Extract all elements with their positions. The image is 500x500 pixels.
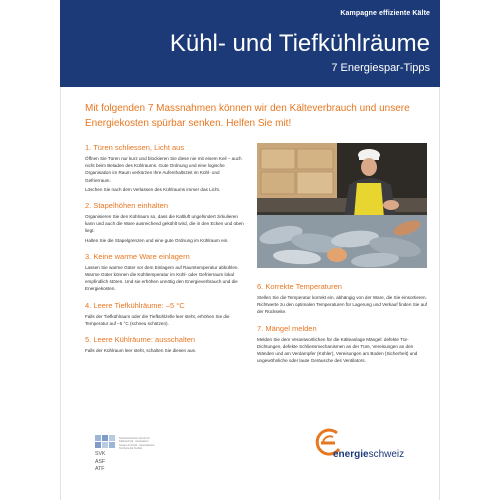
tip-title: 6. Korrekte Temperaturen (257, 282, 342, 291)
energieschweiz-logo (311, 427, 431, 467)
campaign-label: Kampagne effiziente Kälte (340, 10, 430, 17)
tip-title: 2. Stapelhöhen einhalten (85, 201, 168, 211)
tip-7 (257, 324, 427, 365)
page-subtitle: 7 Energiespar-Tipps (331, 62, 430, 74)
tip-4 (85, 301, 245, 327)
asf-line: ASF (95, 458, 106, 465)
svk-line: SVK (95, 451, 106, 457)
tip-text: Halten Sie die Stapelgrenzen und eine gute Ordnung im Kühlraum ein. (85, 237, 229, 243)
tip-title: 1. Türen schliessen, Licht aus (85, 143, 185, 152)
tip-5 (85, 335, 245, 354)
content-area (60, 87, 440, 500)
tip-text: Falls der Kühlraum leer steht, schalten Sie diesen aus. (85, 348, 197, 354)
svk-logo (95, 435, 155, 483)
tip-title: 5. Leere Kühlräume: ausschalten (85, 335, 196, 345)
tip-title: 7. Mängel melden (257, 323, 317, 333)
snowflake-grid-icon (95, 435, 117, 451)
tip-text: Löschen Sie nach dem Verlassen des Kühlraums immer das Licht. (85, 186, 221, 192)
tip-text: Melden Sie dem Verantwortlichen für die Kälteanlage Mängel: defekte Tür-Dichtungen, defekte Schliessmechanismen an der Türe, Vereisungen an den Wänden und am Verdampfer (Kühler), Vereisungen am Boden (Sicherheit) und ungewöhnliche oder laute Geräusche des Ventilators. (257, 336, 418, 364)
tip-3 (85, 252, 245, 293)
tip-text: Organisieren Sie den Kühlraum so, dass die Kaltluft ungehindert zirkulieren kann und auch die Ware ausreichend gekühlt wird, die in den Ecken und oben liegt. (85, 214, 244, 234)
page-title: Kühl- und Tiefkühlräume (169, 30, 430, 57)
tip-2 (85, 201, 245, 244)
tip-6 (257, 282, 427, 316)
header-banner (60, 0, 440, 87)
tip-title: 3. Keine warme Ware einlagern (85, 251, 190, 261)
tip-1 (85, 143, 245, 193)
photo-illustration (257, 143, 427, 268)
fish-counter-photo (257, 143, 427, 268)
tip-text: Lassen Sie warme Güter vor dem Einlagern auf Raumtemperatur abkühlen. Warme Güter können die Kühltemperatur im Kühl- oder Gefrierraum lokal empfindlich stören. Und sie erhöhen unnötig den Energieverbrauch und die Energiekosten. (85, 264, 239, 292)
tip-text: Stellen Sie die Temperatur korrekt ein, abhängig von der Ware, die Sie einsortieren. Richtwerte zu den optimalen Temperaturen für Lagerung und Verkauf finden Sie auf der Rückseite. (257, 295, 427, 315)
brand-name (333, 449, 404, 460)
tip-title: 4. Leere Tiefkühlräume: –5 °C (85, 300, 185, 310)
svk-description: Schweizerischer Verein für Kältetechnik · Association Suisse du Froid · Associazione Svizzera del Freddo (119, 437, 155, 451)
left-column (85, 143, 245, 362)
tip-text: Falls der Tiefkühlraum oder die Tiefkühlzelle leer steht, erhöhen Sie die Temperatur auf –5 °C (schneu schützen). (85, 313, 230, 326)
right-column (257, 282, 427, 372)
brand-bold: energie (333, 449, 369, 460)
atf-line: ATF (95, 466, 105, 473)
svk-abbreviations (95, 451, 105, 474)
intro-text: Mit folgenden 7 Massnahmen können wir den Kälteverbrauch und unsere Energiekosten spürbar senken. Helfen Sie mit! (85, 103, 410, 129)
tip-text: Öffnen Sie Türen nur kurz und blockieren Sie diese nie mit einem Keil – auch nicht beim Beladen des Kühlraums. Gute Ordnung und eine logische Organisation im Raum verkürzen Ihre Aufenthaltszeit im Kühl- und Gefrierraum. (85, 156, 242, 183)
brand-light: schweiz (368, 449, 405, 460)
